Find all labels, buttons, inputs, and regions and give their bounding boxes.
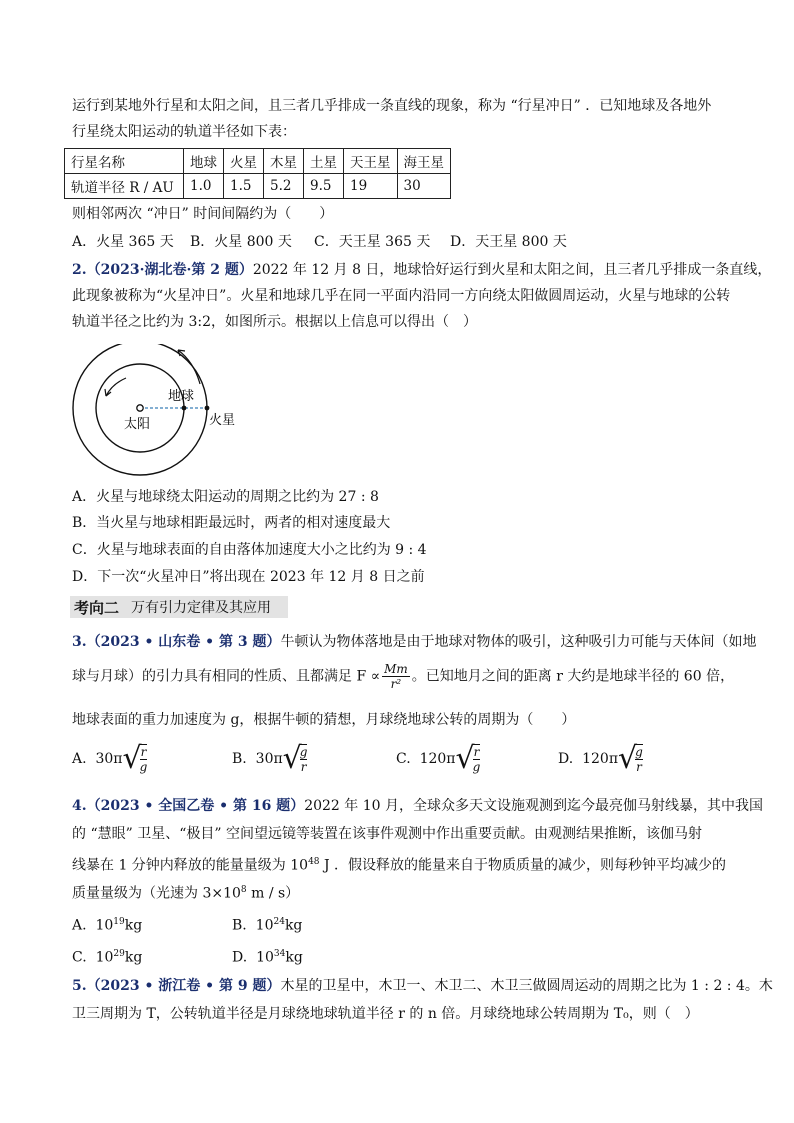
sqrt-numerator: g — [299, 745, 308, 759]
q4-line1 — [72, 796, 763, 816]
q3-option-c — [396, 740, 480, 778]
mars-label: 火星 — [209, 413, 236, 428]
mars-marker — [205, 406, 210, 411]
sun-label: 太阳 — [124, 417, 151, 432]
q5-line2: 卫三周期为 T，公转轨道半径是月球绕地球轨道半径 r 的 n 倍。月球绕地球公转周期为 T₀，则（ ） — [72, 1006, 699, 1022]
q2-line1 — [72, 260, 771, 280]
q2-line3: 轨道半径之比约为 3:2，如图所示。根据以上信息可以得出（ ） — [72, 314, 477, 330]
q5-source: 5.（2023 • 浙江卷 • 第 9 题） — [72, 978, 281, 994]
q4-line3 — [72, 852, 726, 876]
orbit-figure — [68, 344, 268, 476]
sun-marker — [137, 405, 143, 411]
q1-option-a: A．火星 365 天 — [72, 234, 174, 250]
sqrt-expression: √ $\frac{r}{g}$ — [455, 741, 481, 776]
q3-option-a — [72, 740, 147, 778]
q2-option-a: A．火星与地球绕太阳运动的周期之比约为 27 : 8 — [72, 489, 379, 505]
q2-source: 2.（2023·湖北卷·第 2 题） — [72, 262, 253, 278]
option-label: C. — [396, 751, 411, 767]
q4-line2: 的 “慧眼” 卫星、“极目” 空间望远镜等装置在该事件观测中作出重要贡献。由观测结果推断，该伽马射 — [72, 826, 702, 842]
q3-line2-end: 。已知地月之间的距离 r 大约是地球半径的 60 倍， — [411, 668, 735, 685]
q2-option-c: C．火星与地球表面的自由落体加速度大小之比约为 9 : 4 — [72, 542, 427, 558]
q2-text: 2022 年 12 月 8 日，地球恰好运行到火星和太阳之间，且三者几乎排成一条直线， — [252, 262, 772, 278]
q5-line1 — [72, 976, 773, 996]
option-coefficient: 30π — [255, 751, 283, 767]
q5-text: 木星的卫星中，木卫一、木卫二、木卫三做圆周运动的周期之比为 1 : 2 : 4。木 — [280, 978, 773, 994]
q4-text: 2022 年 10 月，全球众多天文设施观测到迄今最亮伽马射线暴，其中我国 — [304, 798, 763, 814]
earth-label: 地球 — [168, 389, 195, 404]
option-base: 10 — [256, 949, 274, 966]
option-label: D. — [558, 751, 574, 767]
q1-intro-line2: 行星绕太阳运动的轨道半径如下表： — [72, 124, 296, 140]
sqrt-expression: √ $\frac{g}{r}$ — [282, 741, 308, 776]
option-coefficient: 120π — [419, 751, 456, 767]
sqrt-denominator: r — [636, 760, 642, 774]
table-cell: 5.2 — [264, 174, 304, 199]
sqrt-denominator: r — [300, 760, 307, 774]
table-cell: 30 — [397, 174, 451, 199]
option-label: A. — [72, 751, 87, 767]
option-unit: kg — [124, 917, 143, 934]
q1-question: 则相邻两次 “冲日” 时间间隔约为（ ） — [72, 206, 334, 222]
force-fraction — [382, 662, 410, 691]
q4-line4-end: m / s） — [246, 885, 300, 902]
q2-line2: 此现象被称为“火星冲日”。火星和地球几乎在同一平面内沿同一方向绕太阳做圆周运动，火星与地球的公转 — [72, 288, 731, 304]
option-base: 10 — [95, 917, 114, 934]
q3-line3: 地球表面的重力加速度为 g，根据牛顿的猜想，月球绕地球公转的周期为（ ） — [72, 712, 576, 728]
section-title: 万有引力定律及其应用 — [131, 600, 272, 616]
option-label: C. — [72, 949, 87, 966]
earth-marker — [182, 406, 187, 411]
q4-option-a — [72, 912, 142, 936]
q4-option-d — [232, 944, 303, 968]
table-cell: 1.0 — [184, 174, 224, 199]
table-cell: 行星名称 — [65, 149, 184, 174]
sqrt-numerator: r — [473, 745, 480, 759]
sqrt-numerator: r — [140, 745, 147, 759]
q4-line3-start: 线暴在 1 分钟内释放的能量量级为 10 — [72, 857, 309, 874]
q3-option-b — [232, 740, 307, 778]
table-cell: 轨道半径 R / AU — [65, 174, 184, 199]
option-label: A. — [72, 917, 87, 934]
q4-source: 4.（2023 • 全国乙卷 • 第 16 题） — [72, 798, 305, 814]
table-row — [65, 149, 451, 174]
q4-line3-end: J ．假设释放的能量来自于物质质量的减少，则每秒钟平均减少的 — [319, 857, 727, 874]
table-cell: 地球 — [184, 149, 224, 174]
table-cell: 19 — [344, 174, 398, 199]
table-cell: 天王星 — [344, 149, 398, 174]
table-row — [65, 174, 451, 199]
option-label: B. — [232, 751, 247, 767]
exponent: 29 — [113, 949, 125, 959]
q3-line2-start: 球与月球）的引力具有相同的性质、且都满足 F ∝ — [72, 668, 381, 685]
table-cell: 9.5 — [304, 174, 344, 199]
sqrt-expression: √ $\frac{r}{g}$ — [122, 741, 148, 776]
q4-line4 — [72, 880, 299, 904]
q2-option-d: D．下一次“火星冲日”将出现在 2023 年 12 月 8 日之前 — [72, 569, 425, 585]
q1-option-d: D．天王星 800 天 — [450, 234, 567, 250]
table-cell: 土星 — [304, 149, 344, 174]
sqrt-expression: √ $\frac{g}{r}$ — [618, 741, 643, 776]
table-cell: 木星 — [264, 149, 304, 174]
q3-option-d — [558, 740, 643, 778]
fraction-denominator: r² — [390, 677, 402, 691]
exponent: 34 — [273, 949, 286, 959]
option-label: B. — [232, 917, 247, 934]
exponent: 19 — [113, 917, 125, 927]
table-cell: 1.5 — [224, 174, 264, 199]
option-unit: kg — [284, 917, 303, 934]
q4-line4-start: 质量量级为（光速为 3×10 — [72, 885, 241, 902]
fraction-numerator: Mm — [384, 662, 408, 676]
option-base: 10 — [255, 917, 274, 934]
option-label: D. — [232, 949, 248, 966]
option-coefficient: 120π — [582, 751, 619, 767]
option-coefficient: 30π — [95, 751, 123, 767]
option-unit: kg — [124, 949, 143, 966]
table-cell: 火星 — [224, 149, 264, 174]
option-base: 10 — [95, 949, 114, 966]
q1-option-c: C．天王星 365 天 — [314, 234, 431, 250]
q1-intro-line1: 运行到某地外行星和太阳之间，且三者几乎排成一条直线的现象，称为 “行星冲日” ．已知地球及各地外 — [72, 98, 712, 114]
option-unit: kg — [285, 949, 303, 966]
q3-source: 3.（2023 • 山东卷 • 第 3 题） — [72, 634, 281, 650]
section-header — [70, 596, 288, 618]
section-tag: 考向二 — [74, 598, 120, 617]
table-cell: 海王星 — [397, 149, 451, 174]
sqrt-numerator: g — [635, 745, 643, 759]
q2-option-b: B．当火星与地球相距最远时，两者的相对速度最大 — [72, 515, 391, 531]
exponent: 24 — [273, 917, 285, 927]
q3-text: 牛顿认为物体落地是由于地球对物体的吸引，这种吸引力可能与天体间（如地 — [280, 634, 757, 650]
q3-line2 — [72, 662, 734, 691]
q3-line1 — [72, 632, 756, 652]
sqrt-denominator: g — [472, 760, 481, 774]
q4-option-b — [232, 912, 302, 936]
q1-option-b: B．火星 800 天 — [190, 234, 292, 250]
q4-option-c — [72, 944, 142, 968]
exponent: 8 — [240, 885, 247, 895]
exponent: 48 — [308, 857, 320, 867]
sqrt-denominator: g — [139, 760, 148, 774]
planet-orbit-table — [64, 148, 451, 199]
